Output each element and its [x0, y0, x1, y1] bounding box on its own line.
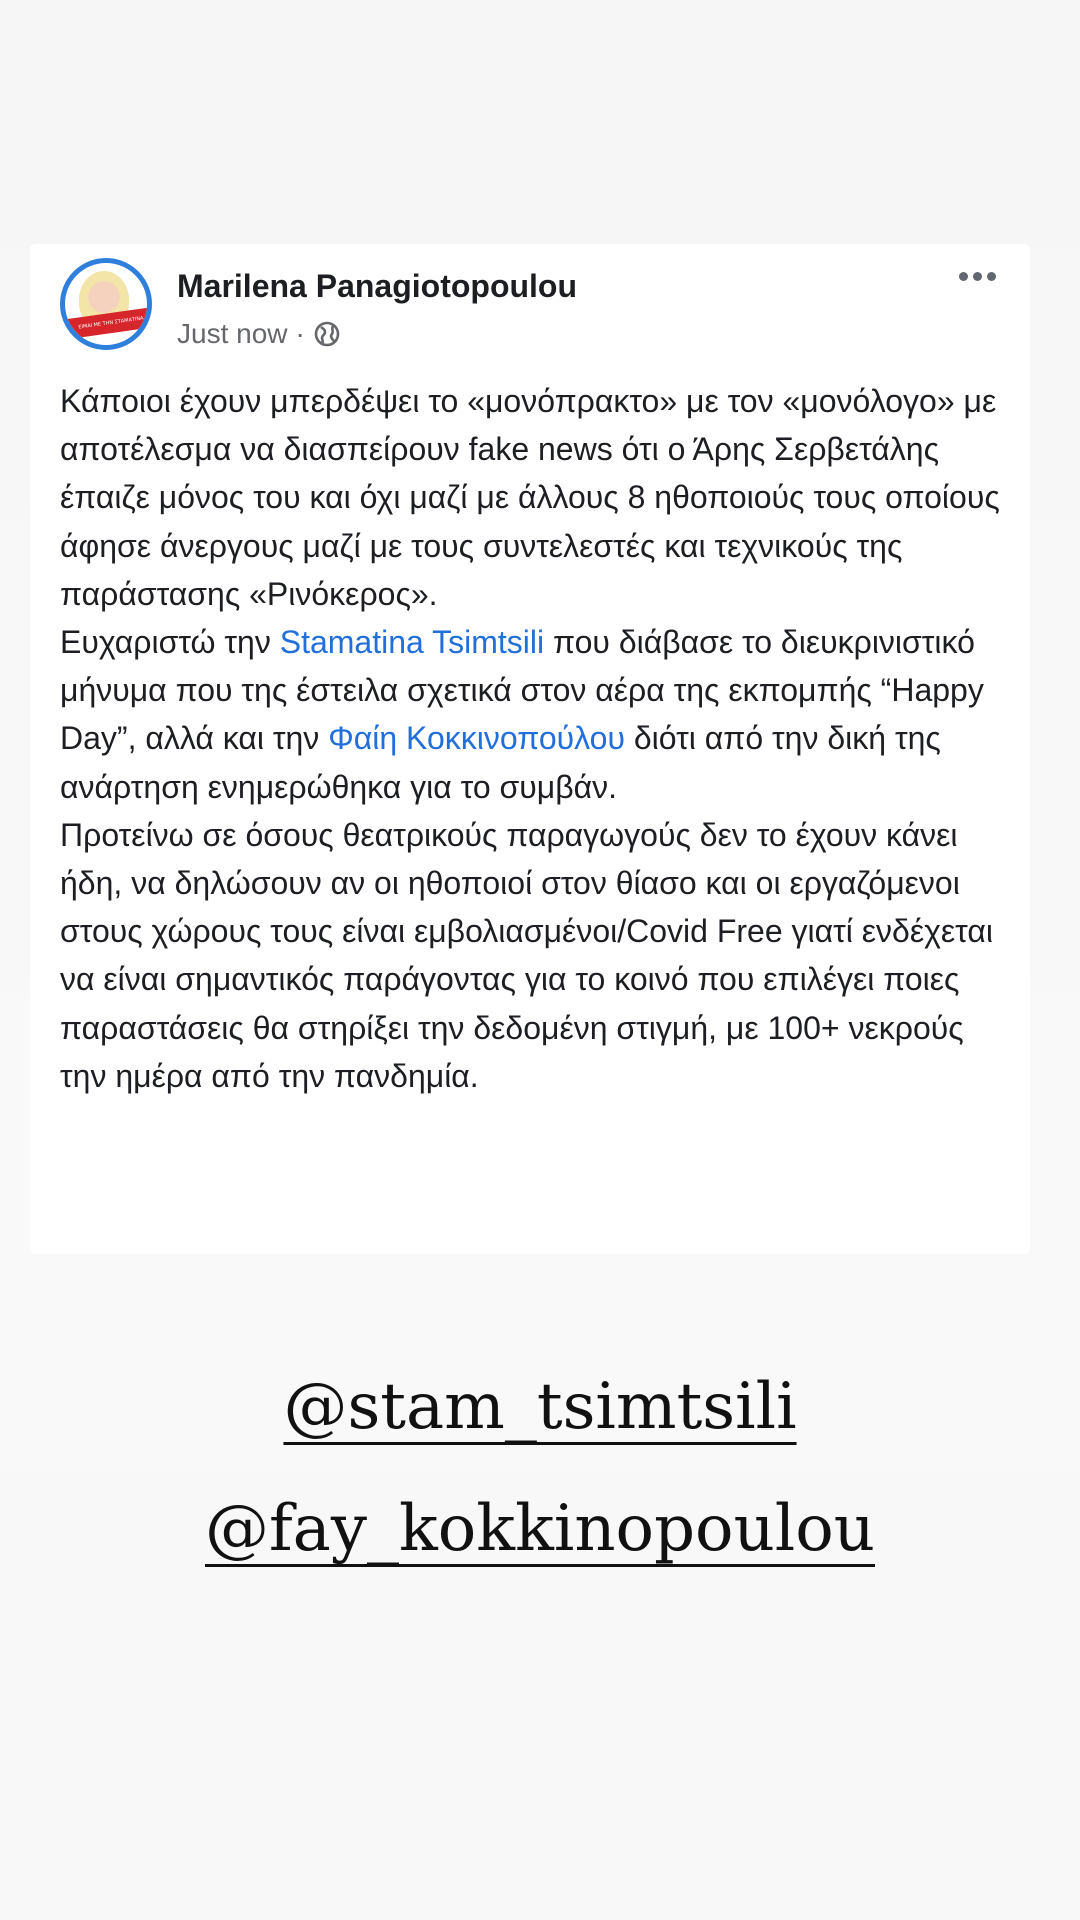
post-paragraph-3: Προτείνω σε όσους θεατρικούς παραγωγούς δεν το έχουν κάνει ήδη, να δηλώσουν αν οι ηθοποιοί στον θίασο και οι εργαζόμενοι στους χώρους τους είναι εμβολιασμένοι/Covid Free γιατί ενδέχεται να είναι σημαντικός παράγοντας για το κοινό που επιλέγει ποιες παραστάσεις θα στηρίξει την δεδομένη στιγμή, με 100+ νεκρούς την ημέρα από την πανδημία. [60, 816, 993, 1094]
post-body [60, 377, 1010, 1100]
post-meta [177, 318, 341, 350]
post-timestamp[interactable]: Just now [177, 318, 288, 349]
meta-separator: · [295, 318, 305, 349]
more-dot [973, 272, 982, 281]
globe-icon[interactable] [313, 320, 341, 348]
more-dot [987, 272, 996, 281]
post-paragraph-1: Κάποιοι έχουν μπερδέψει το «μονόπρακτο» με τον «μονόλογο» με αποτέλεσμα να διασπείρουν fake news ότι ο Άρης Σερβετάλης έπαιζε μόνος του και όχι μαζί με άλλους 8 ηθοποιούς τους οποίους άφησε άνεργους μαζί με τους συντελεστές και τεχνικούς της παράστασης «Ρινόκερος». [60, 383, 1000, 612]
mention-faih-kokkinopoulou[interactable]: Φαίη Κοκκινοπούλου [328, 720, 625, 757]
story-mention-fay-kokkinopoulou[interactable]: @fay_kokkinopoulou [204, 1492, 876, 1566]
more-dot [959, 272, 968, 281]
mention-stamatina-tsimtsili[interactable]: Stamatina Tsimtsili [279, 624, 545, 661]
post-author-name[interactable]: Marilena Panagiotopoulou [177, 268, 578, 304]
paragraph-2-text-b: που διάβασε το διευκρινιστικό μήνυμα που της έστειλα σχετικά στον αέρα της εκπομπής “Happy Day”, αλλά και την [60, 624, 984, 757]
story-mentions [0, 1370, 1080, 1566]
paragraph-2-text-c: διότι από την δική της ανάρτηση ενημερώθηκα για το συμβάν. [60, 720, 941, 805]
post-paragraph-2 [60, 618, 1010, 811]
paragraph-2-text-a: Ευχαριστώ την [60, 624, 280, 661]
story-mention-stam-tsimtsili[interactable]: @stam_tsimtsili [283, 1370, 797, 1444]
more-options-icon[interactable] [955, 268, 1000, 285]
avatar-band: ΕΙΜΑΙ ΜΕ ΤΗΝ ΣΤΑΜΑΤΙΝΑ [60, 306, 152, 340]
facebook-post-card [30, 244, 1030, 1254]
avatar[interactable] [60, 258, 152, 350]
